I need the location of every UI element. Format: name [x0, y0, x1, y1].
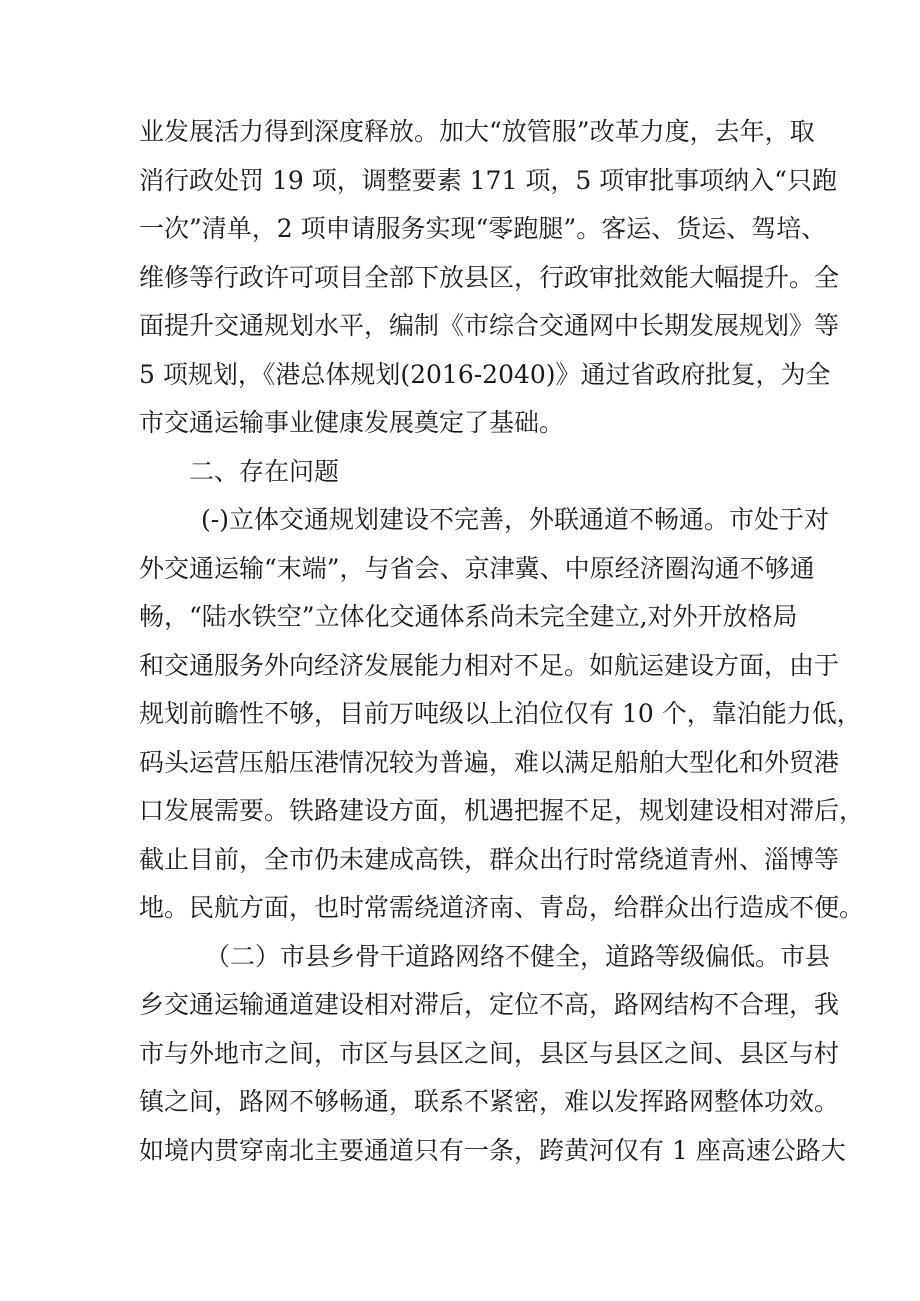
text-line: 外交通运输“末端”，与省会、京津冀、中原经济圈沟通不够通: [139, 553, 815, 583]
text-line: 码头运营压船压港情况较为普遍，难以满足船舶大型化和外贸港: [139, 747, 840, 777]
text-line: 市交通运输事业健康发展奠定了基础。: [139, 408, 565, 437]
text-line: 如境内贯穿南北主要通道只有一条，跨黄河仅有 1 座高速公路大: [139, 1135, 846, 1165]
subsection-heading: (-)立体交通规划建设不完善，外联通道不畅通。市处于对: [201, 505, 829, 534]
text-line: 业发展活力得到深度释放。加大“放管服”改革力度，去年，取: [139, 117, 815, 146]
text-line: 和交通服务外向经济发展能力相对不足。如航运建设方面，由于: [139, 650, 840, 680]
section-heading: 二、存在问题: [189, 456, 340, 486]
text-line: 市与外地市之间，市区与县区之间，县区与县区之间、县区与村: [139, 1038, 840, 1068]
text-line: 镇之间，路网不够畅通，联系不紧密，难以发挥路网整体功效。: [139, 1087, 840, 1116]
text-line: 乡交通运输通道建设相对滞后，定位不高，路网结构不合理，我: [139, 990, 840, 1019]
text-line: 5 项规划，《港总体规划(2016-2040)》通过省政府批复，为全: [139, 359, 831, 389]
text-line: 畅，“陆水铁空”立体化交通体系尚未完全建立,对外开放格局: [139, 602, 798, 631]
text-line: 面提升交通规划水平，编制《市综合交通网中长期发展规划》等: [139, 311, 840, 340]
text-line: 规划前瞻性不够，目前万吨级以上泊位仅有 10 个，靠泊能力低，: [139, 699, 862, 728]
subsection-heading: （二）市县乡骨干道路网络不健全，道路等级偏低。市县: [205, 941, 831, 971]
text-line: 地。民航方面，也时常需绕道济南、青岛，给群众出行造成不便。: [139, 893, 865, 922]
text-line: 消行政处罚 19 项，调整要素 171 项，5 项审批事项纳入“只跑: [139, 165, 837, 195]
text-line: 一次”清单，2 项申请服务实现“零跑腿”。客运、货运、驾培、: [139, 214, 827, 243]
text-line: 维修等行政许可项目全部下放县区，行政审批效能大幅提升。全: [139, 262, 840, 292]
document-body: [139, 108, 865, 1175]
text-line: 口发展需要。铁路建设方面，机遇把握不足，规划建设相对滞后，: [139, 796, 865, 825]
text-line: 截止目前，全市仍未建成高铁，群众出行时常绕道青州、淄博等: [139, 844, 840, 874]
